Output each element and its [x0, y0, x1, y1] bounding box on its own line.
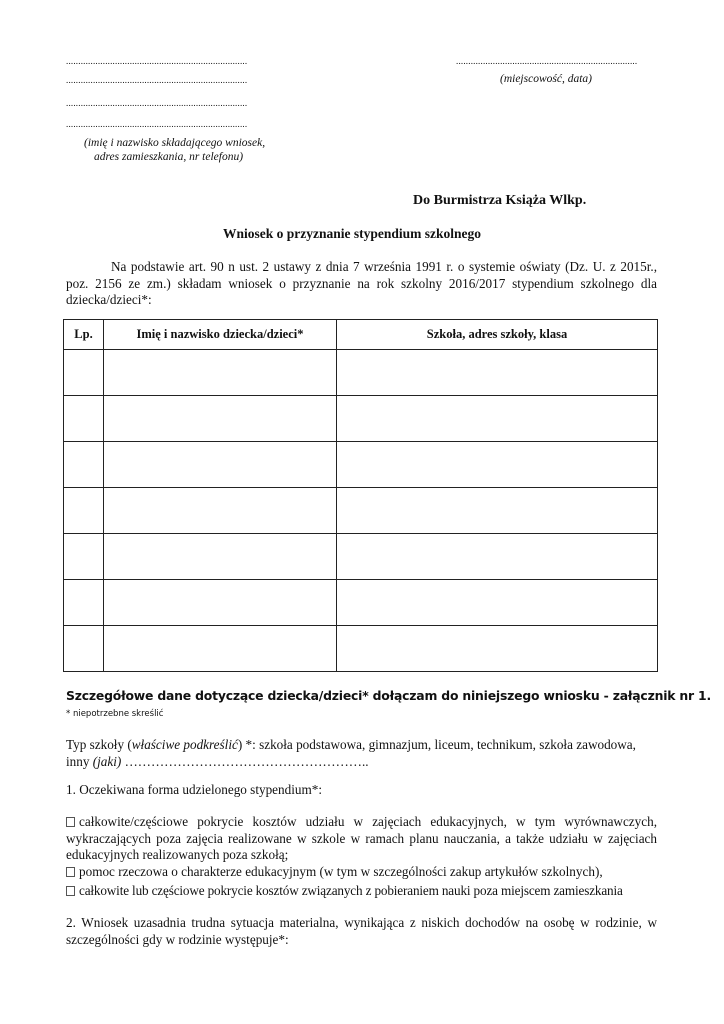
- school-type-line: [66, 737, 636, 753]
- school-type-options: ) *: szkoła podstawowa, gimnazjum, liceum, technikum, szkoła zawodowa,: [237, 737, 636, 752]
- option-2-label: pomoc rzeczowa o charakterze edukacyjnym (w tym w szczególności zakup artykułów szkolnych),: [79, 864, 603, 879]
- intro-paragraph: Na podstawie art. 90 n ust. 2 ustawy z dnia 7 września 1991 r. o systemie oświaty (Dz. U. z 2015r., poz. 2156 ze zm.) składam wniosek o przyznanie na rok szkolny 2016/2017 stypendium szkolnego dla dziecka/dzieci*:: [66, 259, 657, 307]
- table-row: [64, 626, 658, 672]
- col-header-name: Imię i nazwisko dziecka/dzieci*: [104, 320, 337, 350]
- applicant-line-1: ..........................................................................: [66, 56, 248, 66]
- place-date-caption: (miejscowość, data): [500, 73, 592, 85]
- document-title: Wniosek o przyznanie stypendium szkolnego: [223, 226, 482, 241]
- option-2: [66, 864, 603, 880]
- checkbox-option-2[interactable]: [66, 867, 75, 877]
- applicant-line-2: ..........................................................................: [66, 75, 248, 85]
- applicant-caption-2: adres zamieszkania, nr telefonu): [94, 151, 244, 163]
- option-3: [66, 883, 623, 899]
- table-cell[interactable]: [337, 626, 658, 672]
- school-type-other-field[interactable]: ………………………………………………..: [121, 754, 369, 769]
- table-cell[interactable]: [64, 580, 104, 626]
- checkbox-option-1[interactable]: [66, 817, 75, 827]
- school-type-other-label: inny: [66, 754, 93, 769]
- table-cell[interactable]: [104, 442, 337, 488]
- school-type-label: Typ szkoły (: [66, 737, 132, 752]
- table-cell[interactable]: [104, 396, 337, 442]
- school-type-hint: właściwe podkreślić: [131, 737, 238, 752]
- table-row: [64, 350, 658, 396]
- table-cell[interactable]: [337, 396, 658, 442]
- table-cell[interactable]: [64, 534, 104, 580]
- table-row: [64, 580, 658, 626]
- table-cell[interactable]: [64, 396, 104, 442]
- table-cell[interactable]: [104, 580, 337, 626]
- table-cell[interactable]: [104, 626, 337, 672]
- option-3-label: całkowite lub częściowe pokrycie kosztów związanych z pobieraniem nauki poza miejscem zamieszkania: [79, 883, 623, 898]
- table-cell[interactable]: [337, 488, 658, 534]
- table-cell[interactable]: [64, 350, 104, 396]
- table-cell[interactable]: [337, 442, 658, 488]
- table-cell[interactable]: [64, 488, 104, 534]
- addressee: Do Burmistrza Książa Wlkp.: [413, 193, 587, 208]
- applicant-line-3: ..........................................................................: [66, 98, 248, 108]
- table-header-row: [64, 320, 658, 350]
- table-cell[interactable]: [337, 580, 658, 626]
- table-cell[interactable]: [64, 626, 104, 672]
- col-header-school: Szkoła, adres szkoły, klasa: [337, 320, 658, 350]
- section-2-paragraph: 2. Wniosek uzasadnia trudna sytuacja materialna, wynikająca z niskich dochodów na osobę w rodzinie, w szczególności gdy w rodzinie występuje*:: [66, 915, 657, 947]
- strike-note: * niepotrzebne skreślić: [66, 709, 164, 719]
- applicant-line-4: ..........................................................................: [66, 119, 248, 129]
- col-header-lp: Lp.: [64, 320, 104, 350]
- applicant-caption-1: (imię i nazwisko składającego wniosek,: [84, 137, 266, 149]
- school-type-other-hint: (jaki): [92, 754, 122, 769]
- table-row: [64, 442, 658, 488]
- children-table: [63, 319, 658, 672]
- attachment-note: Szczegółowe dane dotyczące dziecka/dzieci* dołączam do niniejszego wniosku - załącznik nr 1.: [66, 688, 711, 703]
- checkbox-option-3[interactable]: [66, 886, 75, 896]
- table-row: [64, 396, 658, 442]
- table-row: [64, 488, 658, 534]
- school-type-other-line: [66, 754, 369, 770]
- table-cell[interactable]: [337, 350, 658, 396]
- table-row: [64, 534, 658, 580]
- table-cell[interactable]: [104, 350, 337, 396]
- option-1-label: całkowite/częściowe pokrycie kosztów udziału w zajęciach edukacyjnych, w tym wyrównawczych, wykraczających poza zajęcia realizowane w szkole w ramach planu nauczania, a także udziału w zajęciach edukacyjnych realizowanych poza szkołą;: [66, 814, 657, 862]
- place-date-line: ..........................................................................: [456, 56, 638, 66]
- section-1-title: 1. Oczekiwana forma udzielonego stypendium*:: [66, 782, 322, 797]
- table-cell[interactable]: [104, 488, 337, 534]
- table-cell[interactable]: [104, 534, 337, 580]
- option-1: [66, 814, 657, 864]
- table-cell[interactable]: [64, 442, 104, 488]
- table-cell[interactable]: [337, 534, 658, 580]
